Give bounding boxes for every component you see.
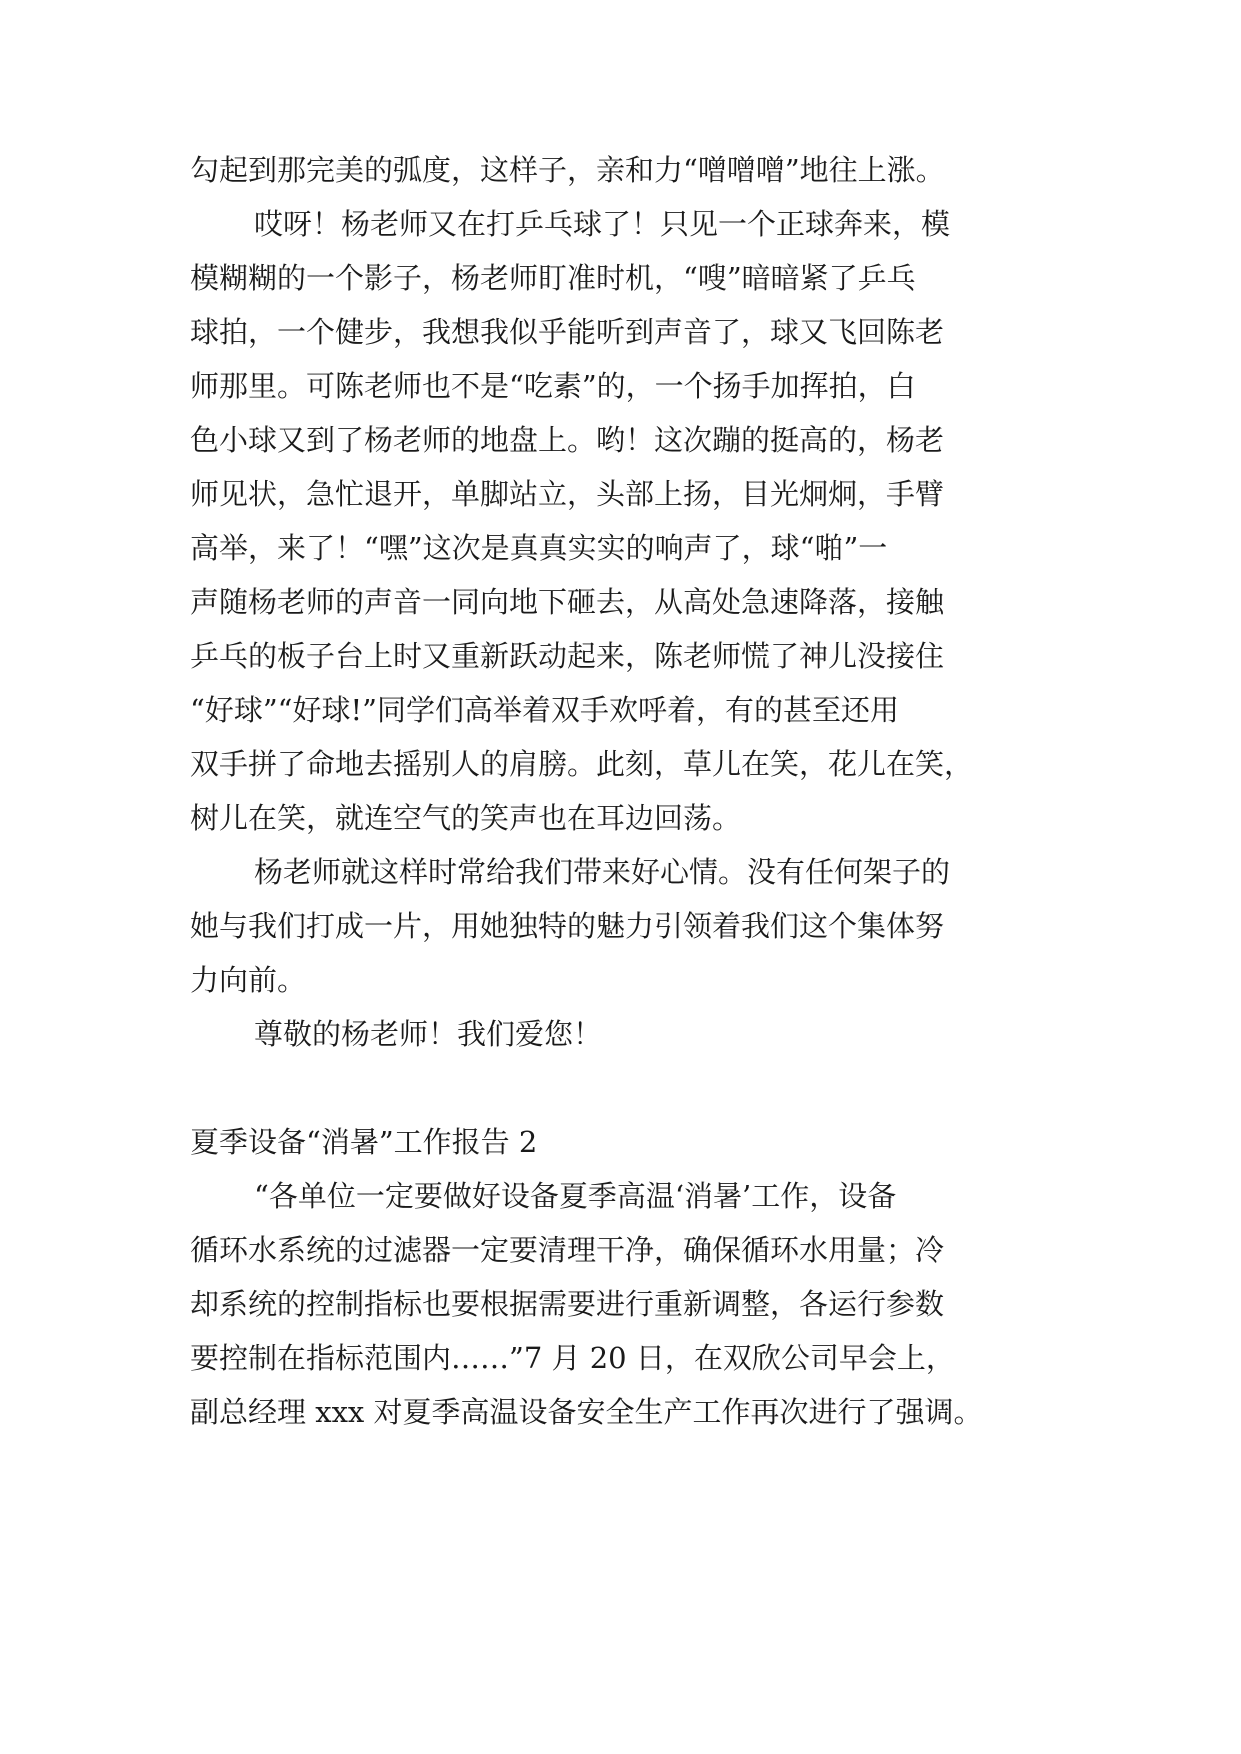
paragraph-line: 色小球又到了杨老师的地盘上。哟！这次蹦的挺高的，杨老 [190, 423, 945, 457]
paragraph-line: 副总经理 xxx 对夏季高温设备安全生产工作再次进行了强调。 [190, 1395, 983, 1429]
paragraph-line: 力向前。 [190, 963, 307, 997]
paragraph-line: “各单位一定要做好设备夏季高温‘消暑’工作，设备 [254, 1179, 897, 1213]
paragraph-line: 乒乓的板子台上时又重新跃动起来，陈老师慌了神儿没接住 [190, 639, 945, 673]
paragraph-line: “好球”“好球!”同学们高举着双手欢呼着，有的甚至还用 [190, 693, 899, 727]
paragraph-line: 高举，来了！“嘿”这次是真真实实的响声了，球“啪”一 [190, 531, 888, 565]
paragraph-line: 循环水系统的过滤器一定要清理干净，确保循环水用量；冷 [190, 1233, 945, 1267]
paragraph-line: 却系统的控制指标也要根据需要进行重新调整，各运行参数 [190, 1287, 945, 1321]
paragraph-line: 尊敬的杨老师！我们爱您！ [254, 1017, 603, 1051]
paragraph-line: 树儿在笑，就连空气的笑声也在耳边回荡。 [190, 801, 742, 835]
paragraph-line: 哎呀！杨老师又在打乒乓球了！只见一个正球奔来，模 [254, 207, 951, 241]
paragraph-line: 双手拼了命地去摇别人的肩膀。此刻，草儿在笑，花儿在笑， [190, 747, 974, 781]
paragraph-line: 要控制在指标范围内……”7 月 20 日，在双欣公司早会上， [190, 1341, 955, 1375]
paragraph-line: 勾起到那完美的弧度，这样子，亲和力“噌噌噌”地往上涨。 [190, 153, 945, 187]
paragraph-line: 杨老师就这样时常给我们带来好心情。没有任何架子的 [254, 855, 951, 889]
paragraph-line: 师那里。可陈老师也不是“吃素”的，一个扬手加挥拍，白 [190, 369, 916, 403]
paragraph-line: 她与我们打成一片，用她独特的魅力引领着我们这个集体努 [190, 909, 945, 943]
paragraph-line: 声随杨老师的声音一同向地下砸去，从高处急速降落，接触 [190, 585, 945, 619]
paragraph-line: 师见状，急忙退开，单脚站立，头部上扬，目光炯炯，手臂 [190, 477, 945, 511]
paragraph-line: 球拍，一个健步，我想我似乎能听到声音了，球又飞回陈老 [190, 315, 945, 349]
paragraph-line: 模糊糊的一个影子，杨老师盯准时机，“嗖”暗暗紧了乒乓 [190, 261, 916, 295]
section-heading: 夏季设备“消暑”工作报告 2 [190, 1125, 538, 1159]
